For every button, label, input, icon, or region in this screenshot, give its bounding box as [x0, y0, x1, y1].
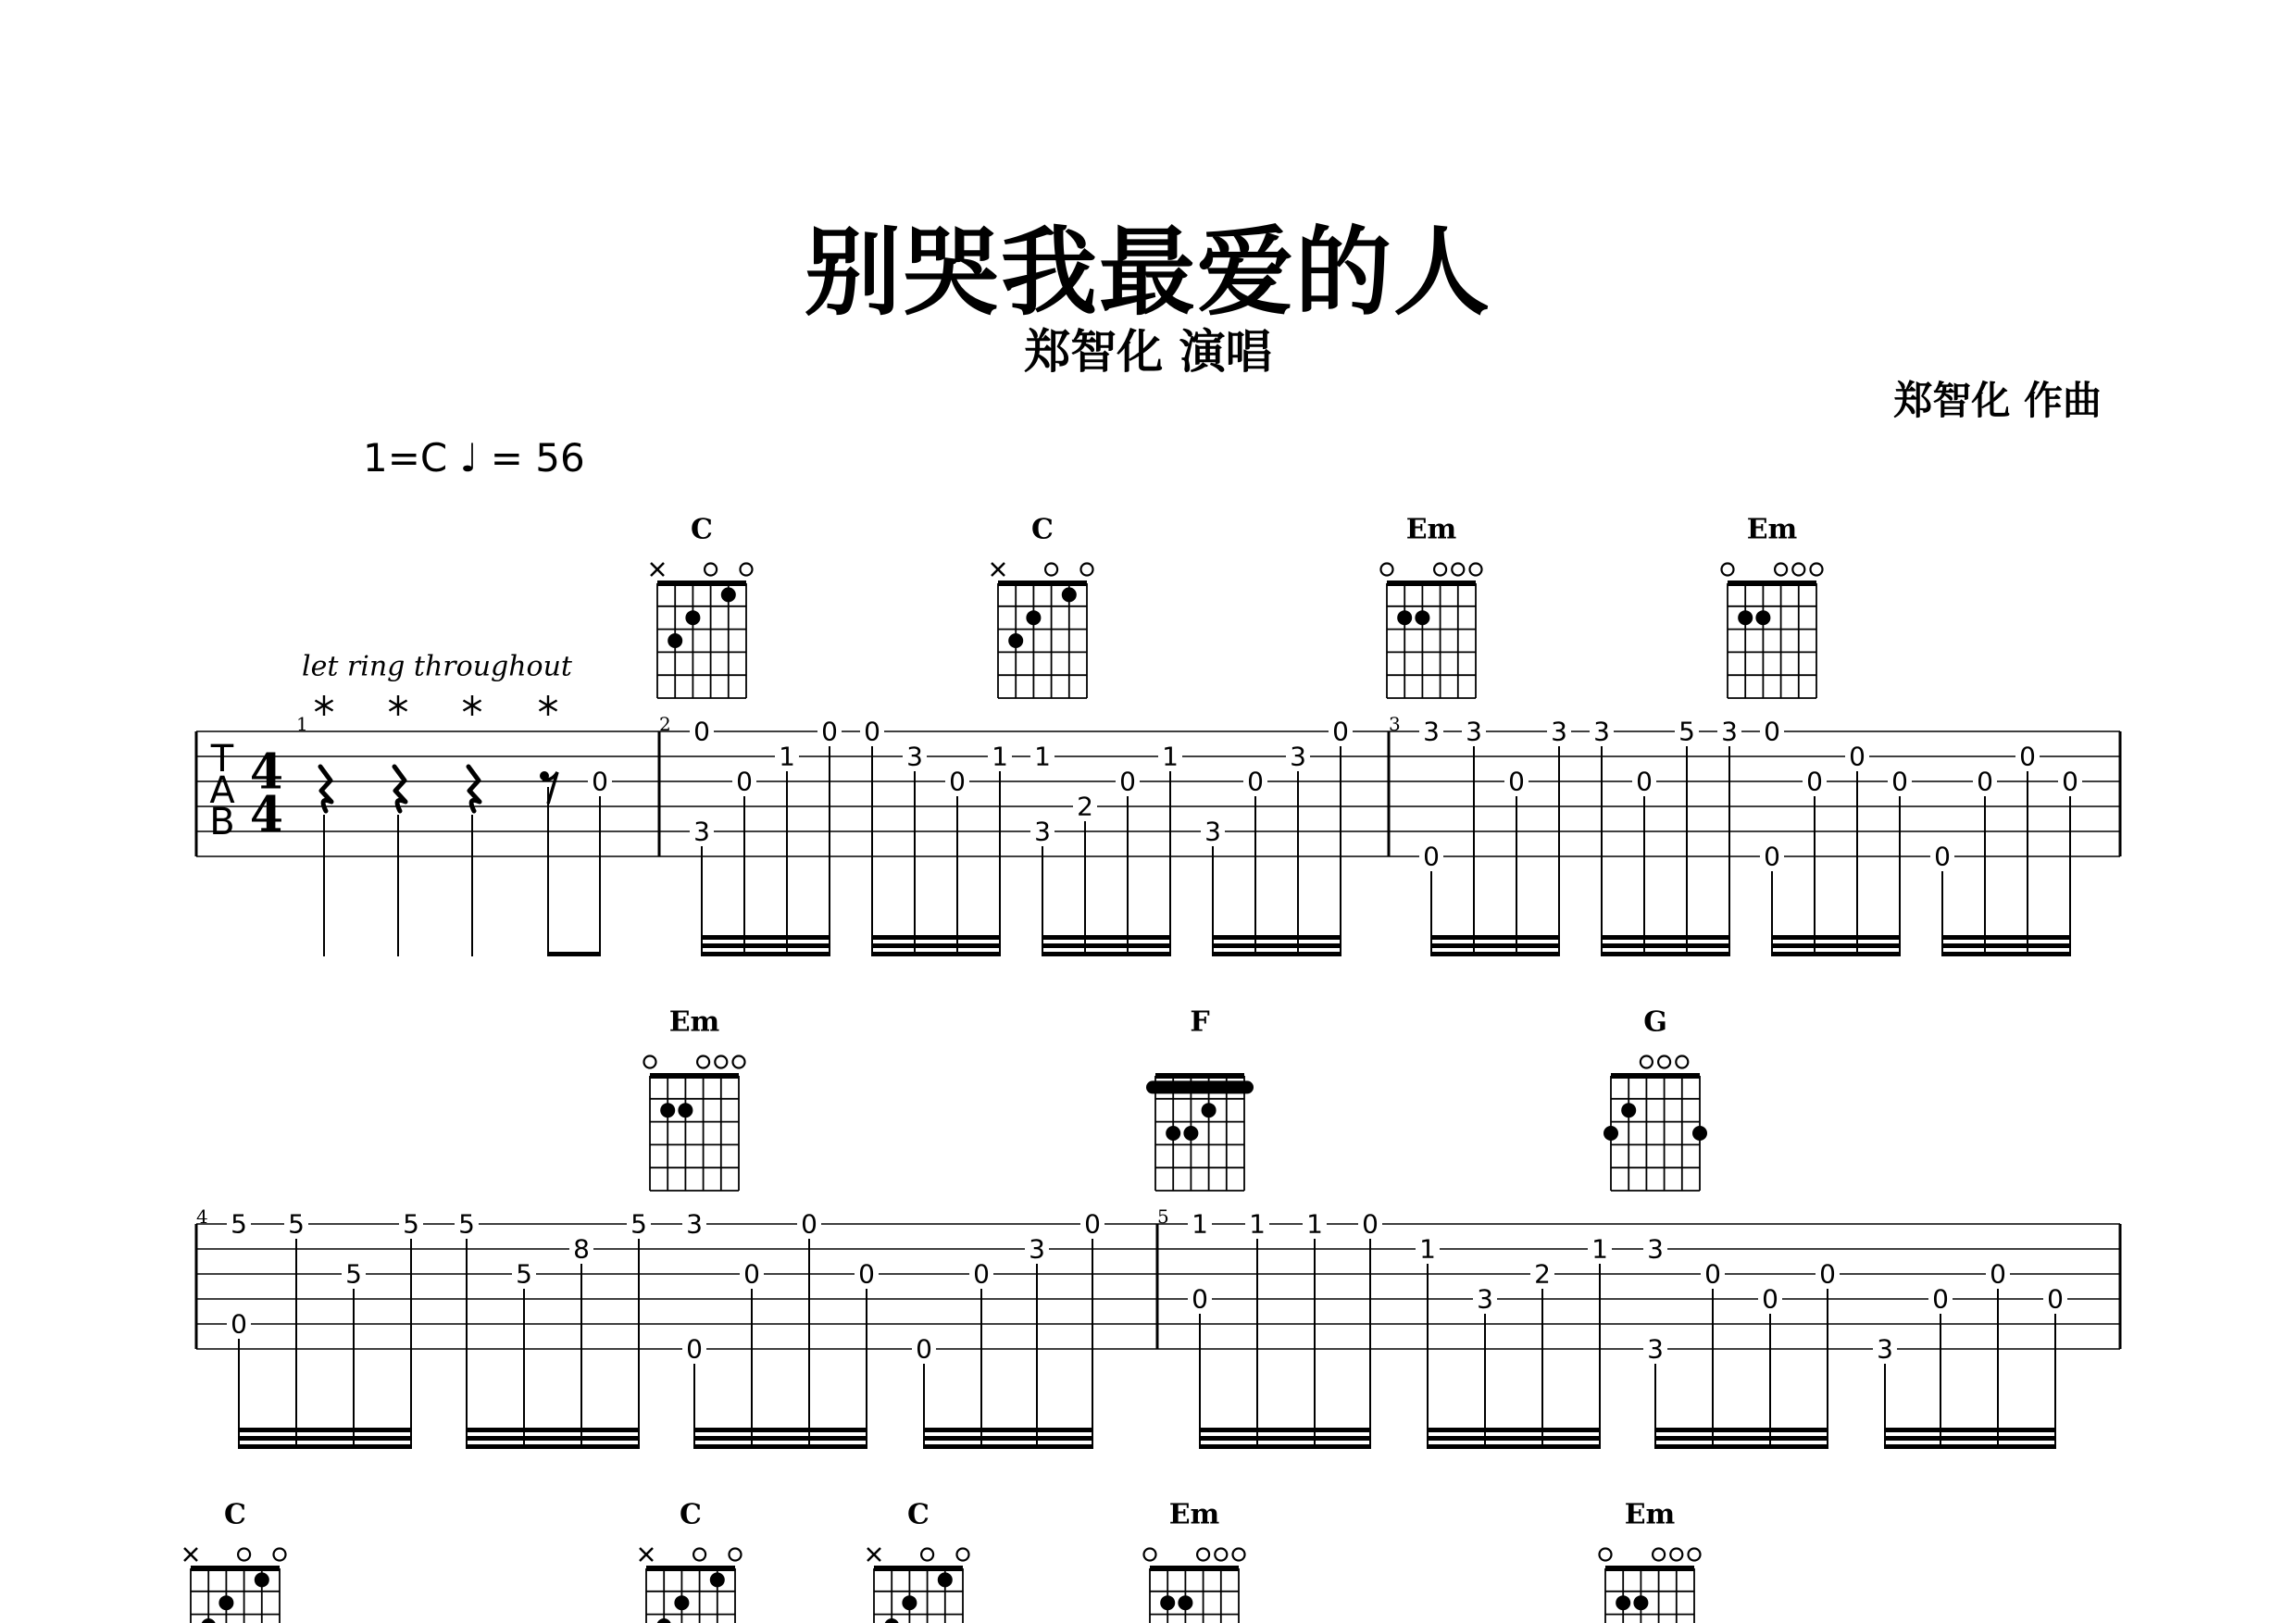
chord-diagram	[184, 1548, 286, 1623]
open-string-marker	[733, 1056, 745, 1068]
open-string-marker	[715, 1056, 727, 1068]
finger-dot	[1178, 1595, 1192, 1610]
fret-number: 1	[1192, 1208, 1208, 1240]
open-string-marker	[1081, 564, 1093, 576]
note-beam	[1427, 1436, 1601, 1441]
fret-number: 1	[1034, 741, 1051, 772]
fret-number: 0	[1192, 1283, 1208, 1315]
finger-dot	[1166, 1126, 1180, 1141]
note-beam	[1601, 952, 1730, 956]
fret-number: 0	[231, 1308, 247, 1340]
chord-diagram	[1603, 1056, 1707, 1192]
note-beam	[1430, 935, 1560, 940]
note-beam	[466, 1436, 640, 1441]
note-beam	[238, 1428, 412, 1432]
fret-number: 0	[1806, 766, 1823, 797]
chord-name: Em	[1405, 513, 1457, 546]
note-beam	[693, 1444, 867, 1449]
fret-number: 3	[1029, 1233, 1045, 1265]
open-string-marker	[644, 1056, 656, 1068]
note-beam	[871, 952, 1001, 956]
fret-number: 0	[1423, 841, 1440, 872]
note-beam	[871, 943, 1001, 948]
fret-number: 0	[592, 766, 608, 797]
open-string-marker	[1641, 1056, 1653, 1068]
tab-clef-letter: T	[210, 738, 234, 780]
open-string-marker	[957, 1549, 969, 1561]
finger-dot	[902, 1595, 917, 1610]
quarter-rest	[320, 767, 331, 811]
finger-dot	[218, 1595, 233, 1610]
fret-number: 5	[1678, 716, 1695, 747]
chord-diagram	[1146, 1076, 1254, 1191]
note-beam	[1654, 1428, 1828, 1432]
finger-dot	[1026, 610, 1041, 625]
note-beam	[1212, 952, 1341, 956]
open-string-marker	[1045, 564, 1057, 576]
fret-number: 3	[1647, 1333, 1664, 1365]
open-string-marker	[1658, 1056, 1670, 1068]
fret-number: 0	[949, 766, 966, 797]
note-beam	[1941, 943, 2071, 948]
fret-number: 0	[1247, 766, 1264, 797]
fret-number: 3	[1551, 716, 1567, 747]
chord-name: C	[907, 1498, 930, 1531]
note-beam	[466, 1428, 640, 1432]
fret-number: 0	[1332, 716, 1349, 747]
fret-number: 0	[1084, 1208, 1101, 1240]
finger-dot	[668, 633, 682, 648]
finger-dot	[1397, 610, 1412, 625]
chord-diagram	[867, 1548, 969, 1623]
open-string-marker	[1381, 564, 1393, 576]
note-beam	[1654, 1444, 1828, 1449]
finger-dot	[721, 587, 736, 602]
fret-number: 1	[1591, 1233, 1608, 1265]
open-string-marker	[1452, 564, 1464, 576]
fret-number: 0	[743, 1258, 760, 1290]
note-beam	[1601, 943, 1730, 948]
chord-name: Em	[1168, 1498, 1220, 1531]
measure-number: 5	[1157, 1205, 1169, 1228]
finger-dot	[1692, 1126, 1707, 1141]
quarter-rest	[394, 767, 406, 811]
open-string-marker	[1470, 564, 1482, 576]
technique-label: let ring throughout	[301, 650, 573, 683]
finger-dot	[674, 1595, 689, 1610]
note-beam	[1199, 1428, 1371, 1432]
fret-number: 5	[458, 1208, 475, 1240]
note-beam	[693, 1436, 867, 1441]
fret-number: 5	[345, 1258, 362, 1290]
note-beam	[1601, 935, 1730, 940]
fret-number: 0	[801, 1208, 817, 1240]
fret-number: 0	[736, 766, 753, 797]
fret-number: 1	[992, 741, 1008, 772]
chord-name: Em	[1746, 513, 1798, 546]
fret-number: 0	[1362, 1208, 1379, 1240]
fret-number: 1	[1162, 741, 1179, 772]
fret-number: 0	[1819, 1258, 1836, 1290]
note-beam	[1212, 943, 1341, 948]
composer-credit: 郑智化 作曲	[1893, 378, 2102, 423]
chord-name: C	[1031, 513, 1054, 546]
note-beam	[1199, 1436, 1371, 1441]
finger-dot	[1415, 610, 1429, 625]
open-string-marker	[697, 1056, 709, 1068]
chord-diagram	[1144, 1549, 1245, 1623]
note-beam	[1884, 1436, 2056, 1441]
measure-number: 2	[659, 713, 671, 735]
note-beam	[1941, 952, 2071, 956]
fret-number: 0	[916, 1333, 932, 1365]
fret-number: 0	[1508, 766, 1525, 797]
open-string-marker	[693, 1549, 705, 1561]
note-beam	[1430, 952, 1560, 956]
chord-name: C	[680, 1498, 702, 1531]
tab-clef-letter: A	[209, 769, 235, 812]
finger-dot	[1160, 1595, 1175, 1610]
fret-number: 3	[686, 1208, 703, 1240]
open-string-marker	[1653, 1549, 1665, 1561]
note-beam	[701, 943, 830, 948]
fret-number: 0	[686, 1333, 703, 1365]
fret-number: 0	[1990, 1258, 2006, 1290]
note-beam	[1427, 1444, 1601, 1449]
open-string-marker	[1197, 1549, 1209, 1561]
fret-number: 3	[1647, 1233, 1664, 1265]
finger-dot	[1738, 610, 1753, 625]
note-beam	[923, 1428, 1093, 1432]
fret-number: 0	[1934, 841, 1951, 872]
chord-diagram	[644, 1056, 745, 1192]
note-beam	[923, 1444, 1093, 1449]
measure-number: 3	[1389, 713, 1401, 735]
finger-dot	[710, 1572, 725, 1587]
note-beam	[1042, 943, 1171, 948]
finger-dot	[1202, 1103, 1217, 1117]
chord-diagram	[992, 563, 1093, 698]
chord-diagram	[1600, 1549, 1701, 1623]
finger-dot	[201, 1618, 216, 1623]
note-beam	[701, 935, 830, 940]
finger-dot	[255, 1572, 269, 1587]
fret-number: 2	[1534, 1258, 1551, 1290]
chord-name: Em	[1624, 1498, 1676, 1531]
open-string-marker	[1600, 1549, 1612, 1561]
fret-number: 0	[1704, 1258, 1721, 1290]
fret-number: 0	[1764, 841, 1780, 872]
fret-number: 0	[2062, 766, 2078, 797]
note-beam	[238, 1444, 412, 1449]
chord-name: C	[691, 513, 713, 546]
open-string-marker	[1215, 1549, 1227, 1561]
fret-number: 0	[1977, 766, 1993, 797]
note-beam	[1771, 943, 1901, 948]
fret-number: 1	[1419, 1233, 1436, 1265]
open-string-marker	[921, 1549, 933, 1561]
finger-dot	[1183, 1126, 1198, 1141]
chord-name: C	[224, 1498, 246, 1531]
note-beam	[1212, 935, 1341, 940]
open-string-marker	[1233, 1549, 1245, 1561]
open-string-marker	[1792, 564, 1804, 576]
note-beam	[1941, 935, 2071, 940]
fret-number: 0	[2019, 741, 2036, 772]
note-beam	[1884, 1428, 2056, 1432]
note-beam	[1771, 935, 1901, 940]
note-beam	[1654, 1436, 1828, 1441]
time-signature-top: 4	[249, 743, 284, 801]
open-string-marker	[1676, 1056, 1688, 1068]
key-tempo-marking: 1=C ♩ = 56	[363, 435, 585, 481]
open-string-marker	[238, 1549, 250, 1561]
open-string-marker	[1811, 564, 1823, 576]
fret-number: 0	[693, 716, 710, 747]
note-beam	[1430, 943, 1560, 948]
fret-number: 3	[906, 741, 923, 772]
finger-dot	[1062, 587, 1077, 602]
fret-number: 3	[693, 816, 710, 847]
fret-number: 0	[1849, 741, 1866, 772]
open-string-marker	[1775, 564, 1787, 576]
finger-dot	[1633, 1595, 1648, 1610]
finger-dot	[685, 610, 700, 625]
fret-number: 0	[2047, 1283, 2064, 1315]
open-string-marker	[1670, 1549, 1682, 1561]
measure-number: 1	[296, 713, 308, 735]
open-string-marker	[1144, 1549, 1156, 1561]
fret-number: 0	[1762, 1283, 1778, 1315]
time-signature-bottom: 4	[249, 786, 284, 843]
finger-dot	[1755, 610, 1770, 625]
fret-number: 0	[1119, 766, 1136, 797]
open-string-marker	[741, 564, 753, 576]
fret-number: 1	[1249, 1208, 1266, 1240]
finger-dot	[656, 1618, 671, 1623]
finger-dot	[1603, 1126, 1618, 1141]
chord-name: F	[1190, 1005, 1210, 1039]
note-beam	[871, 935, 1001, 940]
finger-dot	[884, 1618, 899, 1623]
performer-credit: 郑智化 演唱	[1024, 325, 1272, 379]
finger-dot	[660, 1103, 675, 1117]
fret-number: 1	[779, 741, 795, 772]
note-beam	[1427, 1428, 1601, 1432]
fret-number: 3	[1204, 816, 1221, 847]
fret-number: 3	[1466, 716, 1482, 747]
note-beam	[1771, 952, 1901, 956]
fret-number: 0	[1636, 766, 1653, 797]
fret-number: 3	[1423, 716, 1440, 747]
fret-number: 0	[1764, 716, 1780, 747]
fret-number: 5	[231, 1208, 247, 1240]
finger-dot	[1616, 1595, 1630, 1610]
fret-number: 1	[1306, 1208, 1323, 1240]
chord-diagram	[640, 1548, 742, 1623]
open-string-marker	[1722, 564, 1734, 576]
open-string-marker	[274, 1549, 286, 1561]
note-beam	[1199, 1444, 1371, 1449]
chord-name: Em	[668, 1005, 720, 1039]
fret-number: 5	[516, 1258, 532, 1290]
open-string-marker	[730, 1549, 742, 1561]
fret-number: 0	[821, 716, 838, 747]
barre-bar	[1146, 1080, 1254, 1093]
note-beam	[547, 952, 601, 956]
fret-number: 2	[1077, 791, 1093, 822]
note-beam	[701, 952, 830, 956]
fret-number: 5	[630, 1208, 647, 1240]
song-title: 别哭我最爱的人	[804, 216, 1491, 329]
note-beam	[923, 1436, 1093, 1441]
fret-number: 0	[1891, 766, 1908, 797]
chord-diagram	[1381, 564, 1482, 699]
fret-number: 0	[1932, 1283, 1949, 1315]
finger-dot	[1621, 1103, 1636, 1117]
fret-number: 5	[403, 1208, 419, 1240]
finger-dot	[1008, 633, 1023, 648]
fret-number: 3	[1034, 816, 1051, 847]
fret-number: 0	[858, 1258, 875, 1290]
note-beam	[1884, 1444, 2056, 1449]
quarter-rest	[468, 767, 480, 811]
open-string-marker	[1434, 564, 1446, 576]
fret-number: 3	[1290, 741, 1306, 772]
note-beam	[693, 1428, 867, 1432]
measure-number: 4	[196, 1205, 208, 1228]
note-beam	[1042, 935, 1171, 940]
fret-number: 0	[973, 1258, 990, 1290]
fret-number: 3	[1593, 716, 1610, 747]
chord-diagram	[651, 563, 753, 698]
fret-number: 5	[288, 1208, 305, 1240]
finger-dot	[678, 1103, 693, 1117]
fret-number: 3	[1477, 1283, 1493, 1315]
finger-dot	[938, 1572, 953, 1587]
fret-number: 0	[864, 716, 880, 747]
fret-number: 8	[573, 1233, 590, 1265]
note-beam	[1042, 952, 1171, 956]
note-beam	[466, 1444, 640, 1449]
chord-diagram	[1722, 564, 1823, 699]
note-beam	[238, 1436, 412, 1441]
open-string-marker	[705, 564, 717, 576]
open-string-marker	[1689, 1549, 1701, 1561]
chord-name: G	[1643, 1005, 1667, 1039]
tab-clef-letter: B	[209, 801, 235, 843]
fret-number: 3	[1877, 1333, 1893, 1365]
fret-number: 3	[1721, 716, 1738, 747]
